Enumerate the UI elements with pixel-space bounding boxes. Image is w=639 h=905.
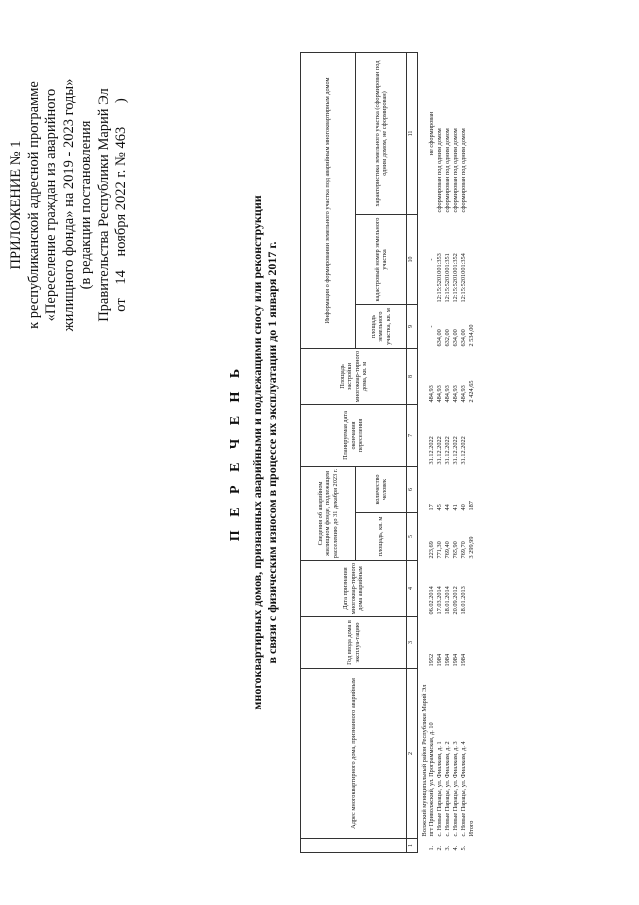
column-number: 1: [407, 839, 418, 853]
row-planned: 31.12.2022: [460, 436, 468, 465]
column-number: 9: [407, 305, 418, 349]
header-address: Адрес многоквартирного дома, признанного аварийным: [301, 669, 407, 839]
total-land-area: 2 534,00: [468, 324, 476, 347]
row-area: 769,40: [444, 541, 452, 559]
appendix-line: «Переселение граждан из аварийного: [43, 88, 59, 322]
date-day: 14: [113, 270, 129, 285]
column-number: 4: [407, 561, 418, 617]
row-year: 1952: [428, 653, 436, 667]
row-building: 484,93: [436, 385, 444, 403]
row-cadastral: 12:15:5201001:353: [436, 253, 444, 303]
row-planned: 31.12.2022: [444, 436, 452, 465]
appendix-line: жилищного фонда» на 2019 - 2023 годы»: [60, 78, 77, 332]
row-area: 771,30: [436, 541, 444, 559]
row-people: 41: [452, 504, 460, 511]
row-land-area: 632,00: [444, 329, 452, 347]
row-status: сформирован под одним домом: [436, 128, 444, 213]
header-blank: [301, 839, 407, 853]
header-planned-date: Планируемая дата окончания переселения: [301, 405, 407, 467]
header-area: площадь, кв. м: [356, 513, 407, 561]
row-number: 2.: [436, 845, 444, 851]
row-building: 484,93: [444, 385, 452, 403]
date-prefix: от: [113, 298, 129, 312]
row-address: с. Новые Парацы, ул. Фиалкам, д. 2: [444, 741, 452, 837]
row-status: сформирован под одним домом: [460, 128, 468, 213]
row-people: 44: [444, 504, 452, 511]
row-building: 484,93: [452, 385, 460, 403]
header-building-area: Площадь застройки многоквар-тирного дома, кв. м: [301, 349, 407, 405]
row-status: сформирован под одним домом: [444, 128, 452, 213]
housing-table: [300, 52, 476, 853]
row-land-area: 634,00: [436, 329, 444, 347]
row-land-area: -: [428, 325, 436, 328]
column-number-row: [407, 53, 418, 853]
header-people: количество человек: [356, 467, 407, 513]
row-address: с. Новые Парацы, ул. Фиалкам, д. 3: [452, 741, 460, 837]
row-land-area: 634,00: [452, 329, 460, 347]
row-planned: 31.12.2022: [428, 436, 436, 465]
appendix-title: ПРИЛОЖЕНИЕ № 1: [8, 140, 24, 270]
region-row: [418, 53, 429, 853]
header-info-group: Сведения об аварийном жилищном фонде, подлежащем расселению до 31 декабря 2023 г.: [301, 467, 356, 561]
total-row: [468, 53, 476, 853]
table-row: [460, 53, 468, 853]
total-label: Итого: [468, 820, 476, 837]
column-number: 6: [407, 467, 418, 513]
row-date: 17.03.2014: [436, 586, 444, 615]
row-number: 4.: [452, 845, 460, 851]
table-row: [428, 53, 436, 853]
column-number: 11: [407, 53, 418, 215]
appendix-line: (в редакции постановления: [78, 120, 94, 290]
column-number: 5: [407, 513, 418, 561]
row-status: сформирован под одним домом: [452, 128, 460, 213]
row-year: 1984: [452, 653, 460, 667]
table-row: [444, 53, 452, 853]
header-land-status: характеристика земельного участка (сформирован под одним домом, не сформирован): [356, 53, 407, 215]
appendix-line: к республиканской адресной программе: [25, 81, 42, 329]
row-cadastral: 12:15:5201001:352: [452, 253, 460, 303]
column-number: 8: [407, 349, 418, 405]
row-date: 20.09.2012: [452, 586, 460, 615]
total-building: 2 424,65: [468, 380, 476, 403]
column-number: 7: [407, 405, 418, 467]
header-recognition-date: Дата признания многоквар-тирного дома аварийным: [301, 561, 407, 617]
appendix-line: Правительства Республики Марий Эл: [95, 88, 112, 322]
column-number: 10: [407, 215, 418, 305]
header-year: Год ввода дома в эксплуа-тацию: [301, 617, 407, 669]
row-area: 223,69: [428, 541, 436, 559]
column-number: 2: [407, 669, 418, 839]
row-people: 45: [436, 504, 444, 511]
row-date: 06.02.2014: [428, 586, 436, 615]
decree-number: № 463: [113, 126, 129, 167]
row-planned: 31.12.2022: [452, 436, 460, 465]
table-row: [436, 53, 444, 853]
total-area: 3 299,99: [468, 536, 476, 559]
row-year: 1984: [444, 653, 452, 667]
document-title: П Е Р Е Ч Е Н Ь: [228, 363, 243, 542]
row-planned: 31.12.2022: [436, 436, 444, 465]
appendix-block: [8, 30, 131, 380]
column-number: 3: [407, 617, 418, 669]
row-number: 5.: [460, 845, 468, 851]
appendix-date-line: [113, 30, 131, 380]
row-status: не сформирован: [428, 111, 436, 156]
row-cadastral: 12:15:5201001:351: [444, 253, 452, 303]
table-row: [452, 53, 460, 853]
header-land-area: площадь земельного участка, кв. м: [356, 305, 407, 349]
header-cadastral: кадастровый номер земельного участка: [356, 215, 407, 305]
total-people: 187: [468, 501, 476, 511]
row-address: с. Новые Парацы, ул. Фиалкам, д. 4: [460, 741, 468, 837]
row-area: 769,70: [460, 541, 468, 559]
date-month-year: ноября 2022 г.: [113, 169, 129, 257]
row-people: 17: [428, 504, 436, 511]
region-name: Волжский муниципальный район Республики Марий Эл: [421, 684, 428, 837]
row-building: 484,93: [460, 385, 468, 403]
row-land-area: 634,00: [460, 329, 468, 347]
document-subtitle: [250, 60, 280, 845]
close-paren: ): [113, 98, 129, 104]
row-number: 1.: [428, 845, 436, 851]
row-address: пгт Приволжский, ул. Программская, д. 10: [428, 722, 436, 837]
row-people: 40: [460, 504, 468, 511]
subtitle-line: многоквартирных домов, признанных аварийными и подлежащими сносу или реконструкции: [250, 195, 264, 710]
row-address: с. Новые Парацы, ул. Фиалкам, д. 1: [436, 741, 444, 837]
row-date: 18.01.2013: [460, 586, 468, 615]
subtitle-line: в связи с физическим износом в процессе их эксплуатации до 1 января 2017 г.: [265, 241, 279, 664]
header-land-group: Информация о формировании земельного участка под аварийным многоквартирным домом: [301, 53, 356, 349]
row-year: 1984: [460, 653, 468, 667]
row-number: 3.: [444, 845, 452, 851]
row-cadastral: -: [428, 258, 436, 261]
row-date: 18.01.2014: [444, 586, 452, 615]
row-year: 1984: [436, 653, 444, 667]
row-area: 765,90: [452, 541, 460, 559]
row-building: 484,93: [428, 385, 436, 403]
row-cadastral: 12:15:5201001:354: [460, 253, 468, 303]
